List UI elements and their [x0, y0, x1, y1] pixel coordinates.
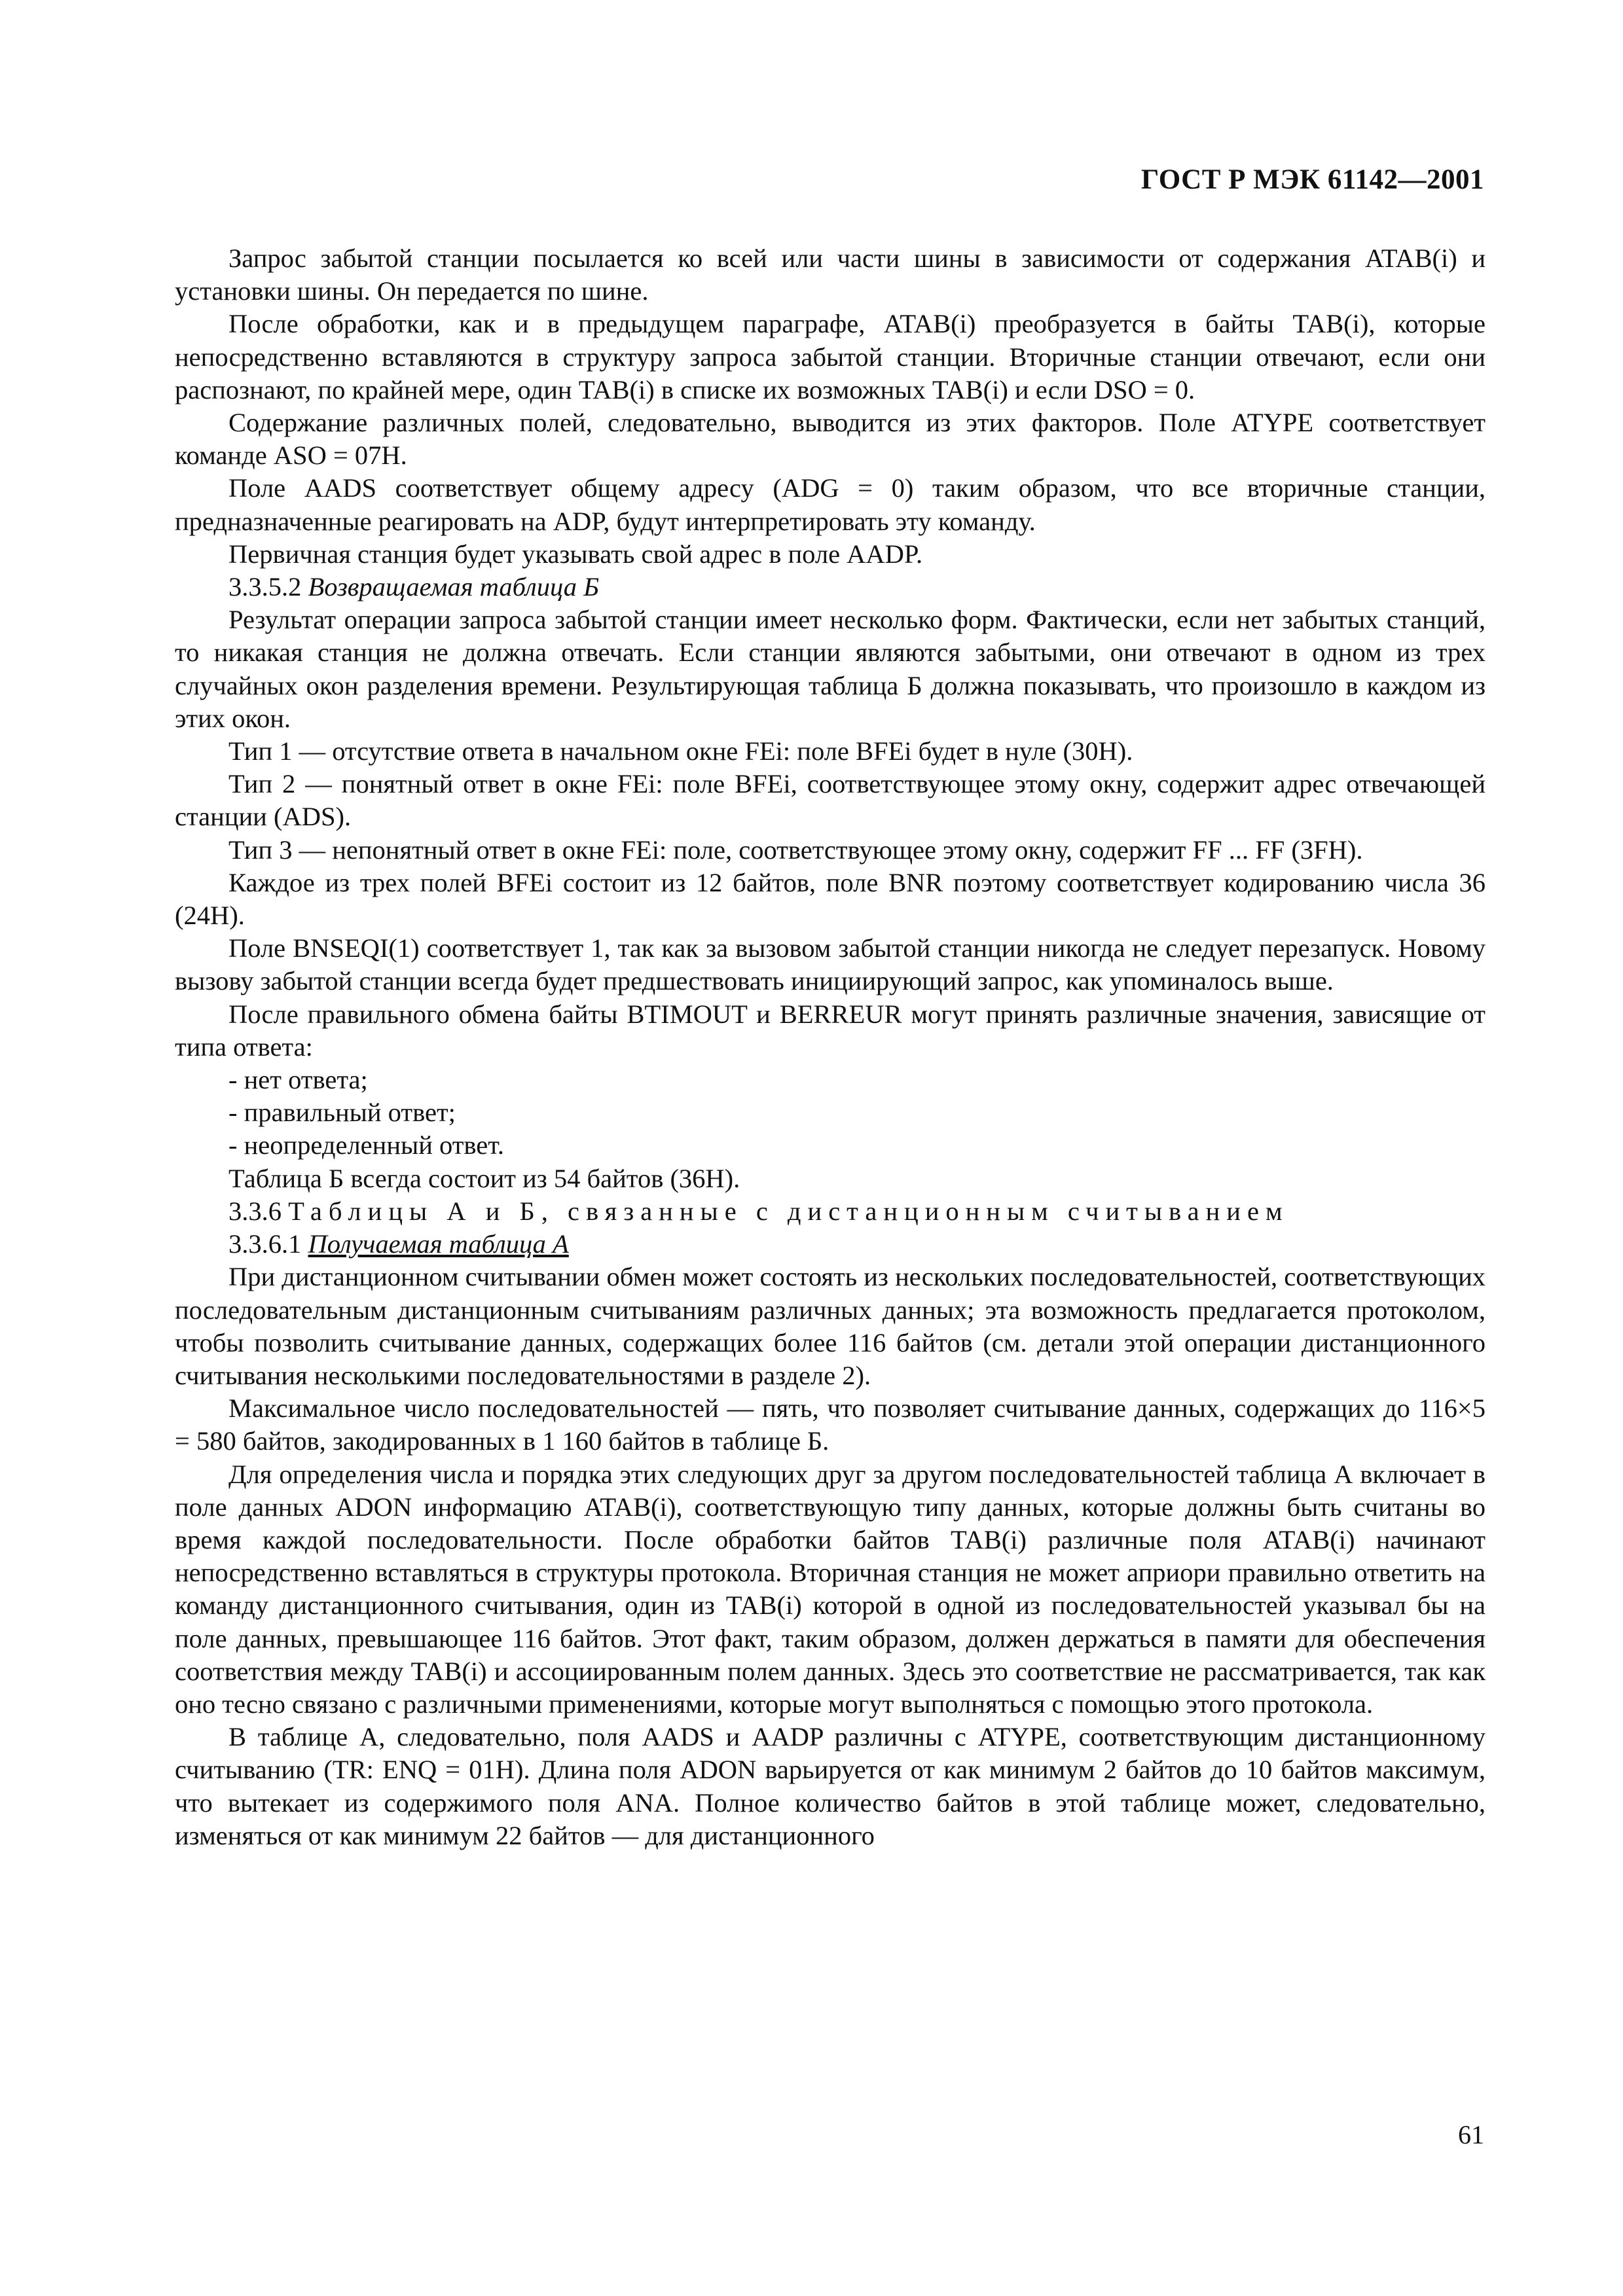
paragraph: Максимальное число последовательностей — пять, что позволяет считывание данных, содержащих до 116×5 = 580 байтов, закодированных в 1 160 байтов в таблице Б.: [175, 1393, 1486, 1456]
section-title: Возвращаемая таблица Б: [308, 572, 599, 602]
paragraph: Таблица Б всегда состоит из 54 байтов (36H).: [228, 1163, 740, 1193]
paragraph: После обработки, как и в предыдущем параграфе, ATAB(i) преобразуется в байты TAB(i), которые непосредственно вставляются в структуру запроса забытой станции. Вторичные станции отвечают, если они распознают, по крайней мере, один TAB(i) в списке их возможных TAB(i) и если DSO = 0.: [175, 309, 1486, 404]
paragraph: Тип 1 — отсутствие ответа в начальном окне FEi: поле BFEi будет в нуле (30H).: [228, 736, 1133, 766]
section-number: 3.3.5.2: [228, 572, 302, 602]
paragraph: При дистанционном считывании обмен может состоять из нескольких последовательностей, соответствующих последовательным дистанционным считываниям различных данных; эта возможность предлагается протоколом, чтобы позволить считывание данных, содержащих более 116 байтов (см. детали этой операции дистанционного считывания несколькими последовательностями в разделе 2).: [175, 1262, 1486, 1390]
page-number: 61: [1458, 2120, 1484, 2149]
paragraph: Запрос забытой станции посылается ко всей или части шины в зависимости от содержания ATAB(i) и установки шины. Он передается по шине.: [175, 243, 1486, 306]
section-heading-336: [175, 1195, 1486, 1228]
paragraph: После правильного обмена байты BTIMOUT и BERREUR могут принять различные значения, зависящие от типа ответа:: [175, 999, 1486, 1062]
section-number: 3.3.6.1: [228, 1229, 302, 1259]
document-body: [175, 242, 1486, 1852]
paragraph: Первичная станция будет указывать свой адрес в поле AADP.: [228, 539, 923, 569]
paragraph: В таблице А, следовательно, поля AADS и AADP различны с ATYPE, соответствующим дистанционному считыванию (TR: ENQ = 01H). Длина поля ADON варьируется от как минимум 2 байтов до 10 байтов максимум, что вытекает из содержимого поля ANA. Полное количество байтов в этой таблице может, следовательно, изменяться от как минимум 22 байтов — для дистанционного: [175, 1722, 1486, 1850]
paragraph: Тип 2 — понятный ответ в окне FEi: поле BFEi, соответствующее этому окну, содержит адрес отвечающей станции (ADS).: [175, 769, 1486, 832]
section-title: Таблицы А и Б, связанные с дистанционным считыванием: [288, 1196, 1289, 1226]
paragraph: Поле AADS соответствует общему адресу (ADG = 0) таким образом, что все вторичные станции, предназначенные реагировать на ADP, будут интерпретировать эту команду.: [175, 473, 1486, 536]
paragraph: Содержание различных полей, следовательно, выводится из этих факторов. Поле ATYPE соответствует команде ASO = 07H.: [175, 408, 1486, 471]
paragraph: Тип 3 — непонятный ответ в окне FEi: поле, соответствующее этому окну, содержит FF ... FF (3FH).: [228, 834, 1363, 865]
section-title: Получаемая таблица А: [308, 1229, 569, 1259]
list-item: - правильный ответ;: [228, 1098, 456, 1128]
paragraph: Результат операции запроса забытой станции имеет несколько форм. Фактически, если нет забытых станций, то никакая станция не должна отвечать. Если станции являются забытыми, они отвечают в одном из трех случайных окон разделения времени. Результирующая таблица Б должна показывать, что произошло в каждом из этих окон.: [175, 605, 1486, 733]
paragraph: Для определения числа и порядка этих следующих друг за другом последовательностей таблица А включает в поле данных ADON информацию ATAB(i), соответствующую типу данных, которые должны быть считаны во время каждой последовательности. После обработки байтов TAB(i) различные поля ATAB(i) начинают непосредственно вставляться в структуры протокола. Вторичная станция не может априори правильно ответить на команду дистанционного считывания, один из TAB(i) которой в одной из последовательностей указывал бы на поле данных, превышающее 116 байтов. Этот факт, таким образом, должен держаться в памяти для обеспечения соответствия между TAB(i) и ассоциированным полем данных. Здесь это соответствие не рассматривается, так как оно тесно связано с различными применениями, которые могут выполняться с помощью этого протокола.: [175, 1459, 1486, 1719]
standard-header: ГОСТ Р МЭК 61142—2001: [1140, 164, 1484, 195]
list-item: - нет ответа;: [228, 1065, 368, 1095]
list-item: - неопределенный ответ.: [228, 1130, 505, 1160]
subsection-heading-3361: [175, 1228, 1486, 1261]
section-number: 3.3.6: [228, 1196, 282, 1226]
paragraph: Поле BNSEQI(1) соответствует 1, так как за вызовом забытой станции никогда не следует перезапуск. Новому вызову забытой станции всегда будет предшествовать инициирующий запрос, как упоминалось выше.: [175, 933, 1486, 996]
subsection-heading-3352: [175, 571, 1486, 603]
paragraph: Каждое из трех полей BFEi состоит из 12 байтов, поле BNR поэтому соответствует кодированию числа 36 (24H).: [175, 867, 1486, 931]
